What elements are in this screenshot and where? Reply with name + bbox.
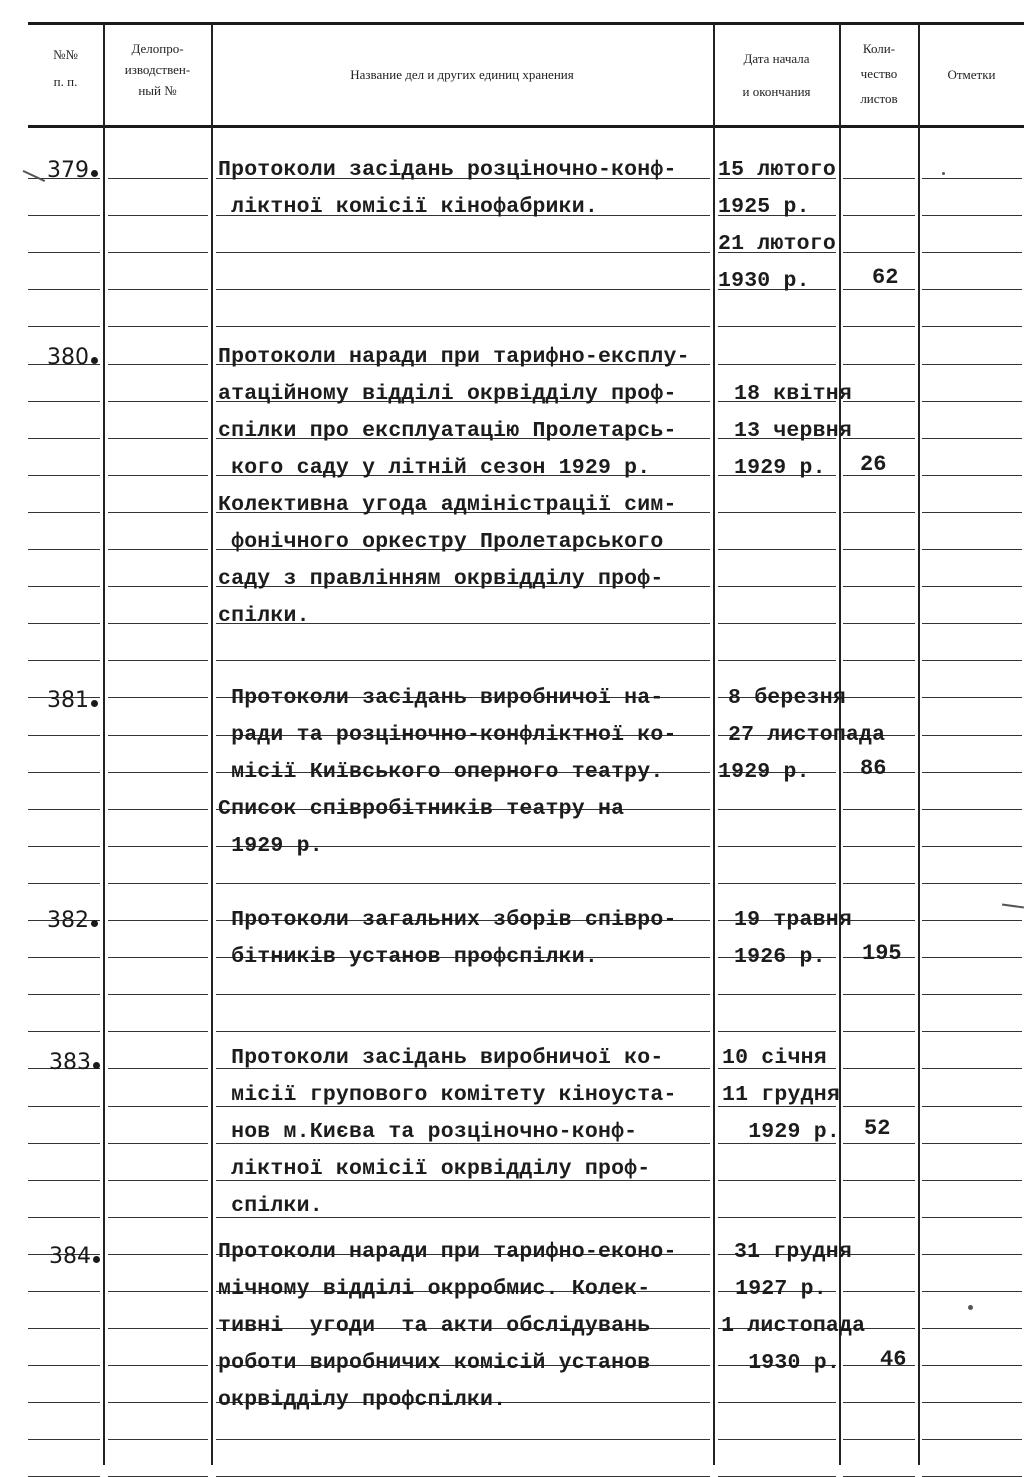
header-number: №№ п. п. xyxy=(53,47,78,89)
record-date-line: 8 березня xyxy=(728,686,846,710)
ruled-line xyxy=(108,475,208,476)
ruled-line xyxy=(922,1439,1022,1440)
ruled-line xyxy=(843,1180,915,1181)
ruled-line xyxy=(28,215,100,216)
record-date-line: 18 квітня xyxy=(734,382,852,406)
record-title-line: роботи виробничих комісій установ xyxy=(218,1351,651,1375)
ruled-line xyxy=(718,846,836,847)
ruled-line xyxy=(216,326,710,327)
ruled-line xyxy=(108,772,208,773)
ruled-line xyxy=(28,957,100,958)
record-title-line: 1929 р. xyxy=(218,834,323,858)
paper-speck xyxy=(1002,903,1024,908)
ruled-line xyxy=(108,809,208,810)
ruled-line xyxy=(718,586,836,587)
record-title-line: саду з правлінням окрвідділу проф- xyxy=(218,567,664,591)
header-top-rule xyxy=(28,22,1024,25)
ruled-line xyxy=(28,1365,100,1366)
record-title-line: Список співробітників театру на xyxy=(218,797,625,821)
ruled-line xyxy=(108,401,208,402)
record-number: 382 xyxy=(47,908,98,933)
ruled-line xyxy=(108,957,208,958)
ruled-line xyxy=(843,178,915,179)
ruled-line xyxy=(718,1031,836,1032)
ruled-line xyxy=(28,994,100,995)
column-divider xyxy=(211,24,213,1465)
ruled-line xyxy=(28,735,100,736)
ruled-line xyxy=(108,1254,208,1255)
record-number: 380 xyxy=(47,345,98,370)
ruled-line xyxy=(843,512,915,513)
ruled-line xyxy=(843,994,915,995)
record-title-line: Протоколи наради при тарифно-еконо- xyxy=(218,1240,677,1264)
ruled-line xyxy=(843,549,915,550)
ruled-line xyxy=(108,1143,208,1144)
ruled-line xyxy=(922,1291,1022,1292)
ruled-line xyxy=(843,252,915,253)
ruled-line xyxy=(718,623,836,624)
ruled-line xyxy=(108,549,208,550)
ruled-line xyxy=(108,1291,208,1292)
ruled-line xyxy=(843,1106,915,1107)
ruled-line xyxy=(108,1439,208,1440)
ruled-line xyxy=(28,252,100,253)
record-date-line: 1926 р. xyxy=(734,945,826,969)
record-date-line: 1929 р. xyxy=(734,456,826,480)
record-title-line: Колективна угода адміністрації сим- xyxy=(218,493,677,517)
ruled-line xyxy=(922,1217,1022,1218)
ruled-line xyxy=(108,846,208,847)
ruled-line xyxy=(718,809,836,810)
record-number: 379 xyxy=(47,158,98,183)
ruled-line xyxy=(843,660,915,661)
ruled-line xyxy=(843,1068,915,1069)
ruled-line xyxy=(28,549,100,550)
ruled-line xyxy=(108,1068,208,1069)
ruled-line xyxy=(843,1402,915,1403)
record-date-line: 27 листопада xyxy=(728,723,886,747)
ruled-line xyxy=(843,326,915,327)
record-date-line: 1929 р. xyxy=(718,760,810,784)
record-title-line: ліктної комісії окрвідділу проф- xyxy=(218,1157,651,1181)
ruled-line xyxy=(843,1439,915,1440)
record-date-line: 1927 р. xyxy=(722,1277,827,1301)
ruled-line xyxy=(28,586,100,587)
record-date-line: 1 листопада xyxy=(708,1314,866,1338)
ruled-line xyxy=(28,1031,100,1032)
ruled-line xyxy=(28,1291,100,1292)
record-date-line: 15 лютого xyxy=(718,158,836,182)
ruled-line xyxy=(216,660,710,661)
ruled-line xyxy=(843,697,915,698)
ruled-line xyxy=(843,401,915,402)
record-title-line: місії групового комітету кіноуста- xyxy=(218,1083,677,1107)
column-divider xyxy=(918,24,920,1465)
ruled-line xyxy=(28,883,100,884)
ruled-line xyxy=(28,475,100,476)
record-title-line: тивні угоди та акти обслідувань xyxy=(218,1314,651,1338)
record-title-line: спілки. xyxy=(218,1194,323,1218)
paper-speck xyxy=(23,170,45,182)
ruled-line xyxy=(922,215,1022,216)
ruled-line xyxy=(108,326,208,327)
ruled-line xyxy=(843,883,915,884)
ruled-line xyxy=(922,772,1022,773)
ruled-line xyxy=(108,1031,208,1032)
ruled-line xyxy=(922,1143,1022,1144)
ruled-line xyxy=(718,1217,836,1218)
ruled-line xyxy=(922,1254,1022,1255)
ruled-line xyxy=(28,1328,100,1329)
ruled-line xyxy=(108,586,208,587)
record-title-line: Протоколи загальних зборів співро- xyxy=(218,908,677,932)
ruled-line xyxy=(922,252,1022,253)
ruled-line xyxy=(843,1031,915,1032)
ruled-line xyxy=(28,512,100,513)
ruled-line xyxy=(108,1402,208,1403)
ruled-line xyxy=(28,1106,100,1107)
ruled-line xyxy=(718,1439,836,1440)
ruled-line xyxy=(108,289,208,290)
record-number: 381 xyxy=(47,688,98,713)
ruled-line xyxy=(28,289,100,290)
record-date-line: 31 грудня xyxy=(734,1240,852,1264)
record-sheet-count: 26 xyxy=(860,452,887,477)
ruled-line xyxy=(108,1217,208,1218)
ruled-line xyxy=(922,178,1022,179)
record-date-line: 19 травня xyxy=(734,908,852,932)
ruled-line xyxy=(28,623,100,624)
ruled-line xyxy=(922,549,1022,550)
ruled-line xyxy=(843,920,915,921)
ruled-line xyxy=(718,660,836,661)
ruled-line xyxy=(922,883,1022,884)
record-date-line: 1925 р. xyxy=(718,195,810,219)
header-title: Название дел и других единиц хранения xyxy=(350,67,574,82)
ruled-line xyxy=(922,1402,1022,1403)
ruled-line xyxy=(843,1217,915,1218)
ruled-line xyxy=(216,252,710,253)
ruled-line xyxy=(108,1106,208,1107)
ruled-line xyxy=(843,586,915,587)
ruled-line xyxy=(216,883,710,884)
header-dates: Дата начала и окончания xyxy=(742,51,811,99)
record-title-line: місії Київського оперного театру. xyxy=(218,760,664,784)
ruled-line xyxy=(843,846,915,847)
ruled-line xyxy=(28,326,100,327)
record-date-line: 1930 р. xyxy=(722,1351,840,1375)
ruled-line xyxy=(216,1031,710,1032)
ruled-line xyxy=(108,215,208,216)
ruled-line xyxy=(718,1402,836,1403)
ruled-line xyxy=(922,957,1022,958)
ruled-line xyxy=(108,438,208,439)
ruled-line xyxy=(108,735,208,736)
ruled-line xyxy=(108,623,208,624)
ruled-line xyxy=(108,1180,208,1181)
ruled-line xyxy=(843,1254,915,1255)
record-sheet-count: 52 xyxy=(864,1116,891,1141)
ruled-line xyxy=(108,178,208,179)
ruled-line xyxy=(843,809,915,810)
ruled-line xyxy=(922,1365,1022,1366)
record-title-line: мічному відділі окрробмис. Колек- xyxy=(218,1277,651,1301)
ruled-line xyxy=(216,1439,710,1440)
ruled-line xyxy=(922,401,1022,402)
ruled-line xyxy=(216,994,710,995)
ruled-line xyxy=(216,289,710,290)
record-date-line: 13 червня xyxy=(734,419,852,443)
record-title-line: фонічного оркестру Пролетарського xyxy=(218,530,664,554)
record-title-line: кого саду у літній сезон 1929 р. xyxy=(218,456,651,480)
ruled-line xyxy=(922,364,1022,365)
record-date-line: 1929 р. xyxy=(722,1120,840,1144)
ruled-line xyxy=(28,846,100,847)
record-title-line: бітників установ профспілки. xyxy=(218,945,598,969)
ruled-line xyxy=(28,809,100,810)
ruled-line xyxy=(843,364,915,365)
ruled-line xyxy=(922,289,1022,290)
ruled-line xyxy=(28,438,100,439)
record-title-line: Протоколи засідань розціночно-конф- xyxy=(218,158,677,182)
record-title-line: ліктної комісії кінофабрики. xyxy=(218,195,598,219)
record-title-line: спілки. xyxy=(218,604,310,628)
column-divider xyxy=(103,24,105,1465)
ruled-line xyxy=(922,1068,1022,1069)
record-date-line: 10 січня xyxy=(722,1046,827,1070)
ruled-line xyxy=(922,697,1022,698)
ruled-line xyxy=(922,512,1022,513)
ruled-line xyxy=(718,364,836,365)
record-date-line: 1930 р. xyxy=(718,269,810,293)
record-sheet-count: 62 xyxy=(872,265,899,290)
ruled-line xyxy=(108,1365,208,1366)
ruled-line xyxy=(108,364,208,365)
header-bottom-rule xyxy=(28,125,1024,128)
ruled-line xyxy=(922,735,1022,736)
record-title-line: Протоколи засідань виробничої на- xyxy=(218,686,664,710)
ruled-line xyxy=(718,512,836,513)
ruled-line xyxy=(843,438,915,439)
ruled-line xyxy=(843,1143,915,1144)
ruled-line xyxy=(843,215,915,216)
ruled-line xyxy=(922,920,1022,921)
ruled-line xyxy=(922,1328,1022,1329)
ruled-line xyxy=(108,920,208,921)
ruled-line xyxy=(28,772,100,773)
ruled-line xyxy=(922,623,1022,624)
record-sheet-count: 195 xyxy=(862,941,902,966)
header-sheet-count: Коли- чество листов xyxy=(860,41,898,106)
paper-speck xyxy=(968,1305,973,1310)
record-title-line: Протоколи наради при тарифно-експлу- xyxy=(218,345,690,369)
ruled-line xyxy=(28,1439,100,1440)
ruled-line xyxy=(922,438,1022,439)
record-title-line: нов м.Києва та розціночно-конф- xyxy=(218,1120,638,1144)
ruled-line xyxy=(718,1180,836,1181)
record-sheet-count: 86 xyxy=(860,756,887,781)
ruled-line xyxy=(28,1217,100,1218)
ruled-line xyxy=(922,809,1022,810)
ruled-line xyxy=(718,883,836,884)
ruled-line xyxy=(108,252,208,253)
ruled-line xyxy=(28,1402,100,1403)
ruled-line xyxy=(108,883,208,884)
paper-speck xyxy=(942,172,945,175)
ruled-line xyxy=(922,846,1022,847)
ruled-line xyxy=(108,512,208,513)
column-divider xyxy=(713,24,715,1465)
ruled-line xyxy=(922,1180,1022,1181)
ruled-line xyxy=(108,660,208,661)
ruled-line xyxy=(28,1143,100,1144)
ruled-line xyxy=(922,475,1022,476)
header-office-number: Делопро- изводствен- ный № xyxy=(124,41,191,98)
ruled-line xyxy=(108,697,208,698)
ruled-line xyxy=(922,1031,1022,1032)
ruled-line xyxy=(922,994,1022,995)
record-number: 383 xyxy=(49,1050,100,1075)
ruled-line xyxy=(28,401,100,402)
ruled-line xyxy=(922,586,1022,587)
ruled-line xyxy=(922,1106,1022,1107)
ruled-line xyxy=(28,660,100,661)
record-title-line: Протоколи засідань виробничої ко- xyxy=(218,1046,664,1070)
header-notes: Отметки xyxy=(947,67,996,82)
record-sheet-count: 46 xyxy=(880,1347,907,1372)
record-title-line: спілки про експлуатацію Пролетарсь- xyxy=(218,419,677,443)
ruled-line xyxy=(922,660,1022,661)
ruled-line xyxy=(718,994,836,995)
ruled-line xyxy=(718,326,836,327)
ruled-line xyxy=(28,1180,100,1181)
ruled-line xyxy=(718,549,836,550)
ruled-line xyxy=(843,1291,915,1292)
ruled-line xyxy=(922,326,1022,327)
record-title-line: ради та розціночно-конфліктної ко- xyxy=(218,723,677,747)
ruled-line xyxy=(108,994,208,995)
record-date-line: 21 лютого xyxy=(718,232,836,256)
record-date-line: 11 грудня xyxy=(722,1083,840,1107)
record-number: 384 xyxy=(49,1244,100,1269)
record-title-line: атаційному відділі окрвідділу проф- xyxy=(218,382,677,406)
record-title-line: окрвідділу профспілки. xyxy=(218,1388,507,1412)
ruled-line xyxy=(108,1328,208,1329)
ruled-line xyxy=(843,623,915,624)
